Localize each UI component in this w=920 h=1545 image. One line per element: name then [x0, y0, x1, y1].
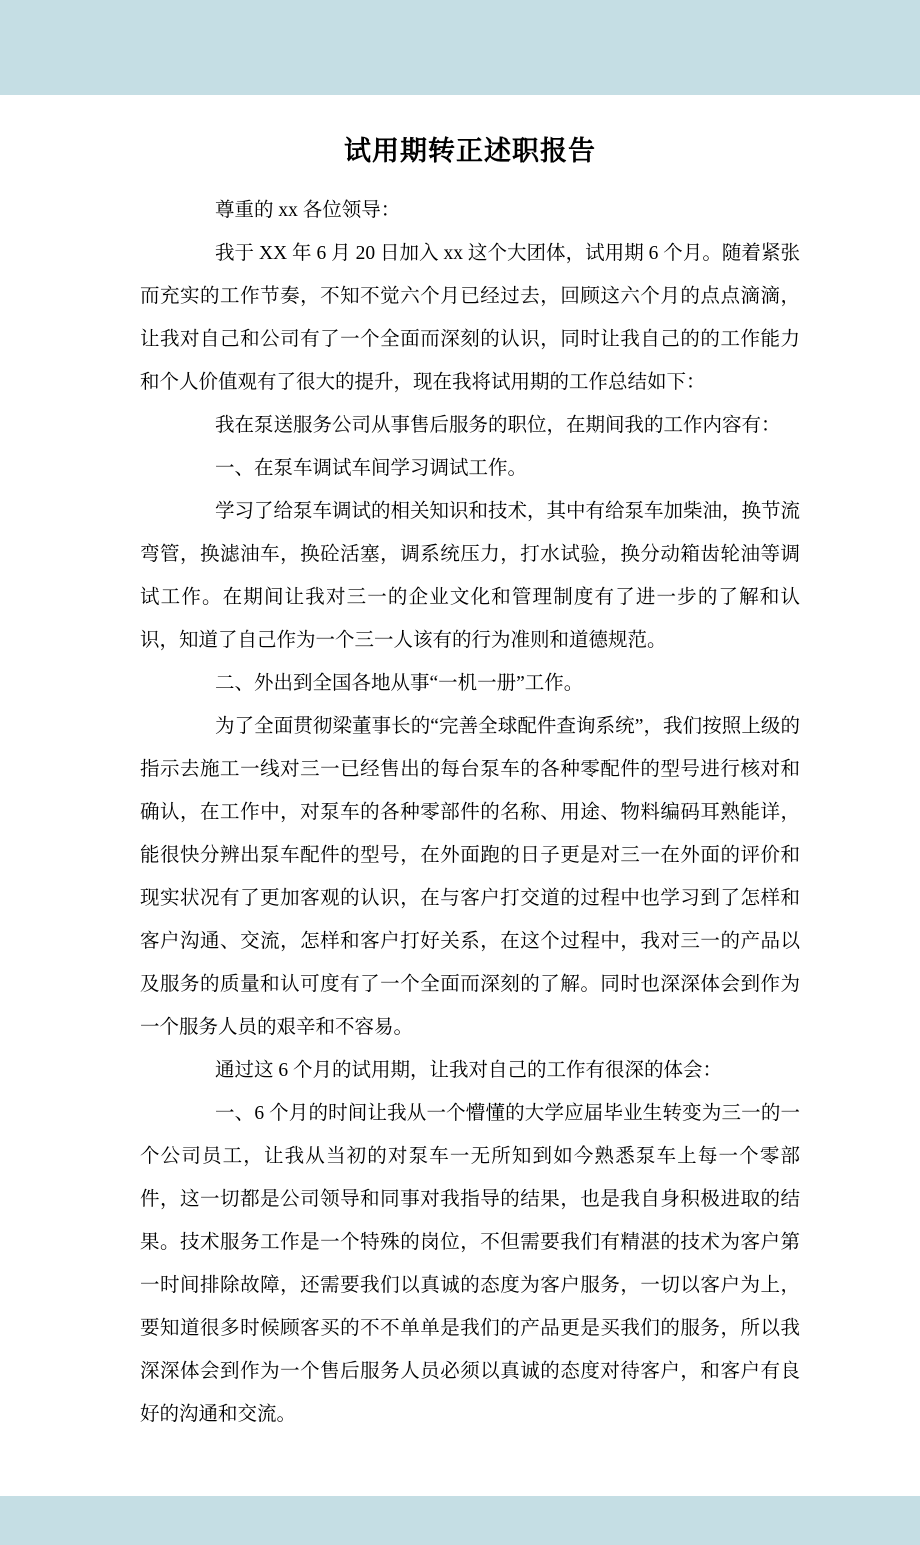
- paragraph-item-two-detail: 为了全面贯彻梁董事长的“完善全球配件查询系统”，我们按照上级的指示去施工一线对三一已经售出的每台泵车的各种零配件的型号进行核对和确认，在工作中，对泵车的各种零部件的名称、用途、物料编码耳熟能详，能很快分辨出泵车配件的型号，在外面跑的日子更是对三一在外面的评价和现实状况有了更加客观的认识，在与客户打交道的过程中也学习到了怎样和客户沟通、交流，怎样和客户打好关系，在这个过程中，我对三一的产品以及服务的质量和认可度有了一个全面而深刻的了解。同时也深深体会到作为一个服务人员的艰辛和不容易。: [140, 715, 800, 1038]
- paragraph-salutation: 尊重的 xx 各位领导：: [215, 199, 401, 221]
- document-title: 试用期转正述职报告: [344, 136, 596, 166]
- paragraph-item-two-heading: 二、外出到全国各地从事“一机一册”工作。: [215, 672, 584, 694]
- paragraph-reflection-one: 一、6 个月的时间让我从一个懵懂的大学应届毕业生转变为三一的一个公司员工，让我从当初的对泵车一无所知到如今熟悉泵车上每一个零部件，这一切都是公司领导和同事对我指导的结果，也是我自身积极进取的结果。技术服务工作是一个特殊的岗位，不但需要我们有精湛的技术为客户第一时间排除故障，还需要我们以真诚的态度为客户服务，一切以客户为上，要知道很多时候顾客买的不不单单是我们的产品更是买我们的服务，所以我深深体会到作为一个售后服务人员必须以真诚的态度对待客户，和客户有良好的沟通和交流。: [140, 1102, 800, 1425]
- paragraph-job-position: 我在泵送服务公司从事售后服务的职位，在期间我的工作内容有：: [215, 414, 781, 436]
- paragraph-intro: 我于 XX 年 6 月 20 日加入 xx 这个大团体，试用期 6 个月。随着紧张而充实的工作节奏，不知不觉六个月已经过去，回顾这六个月的点点滴滴，让我对自己和公司有了一个全面而深刻的认识，同时让我自己的的工作能力和个人价值观有了很大的提升，现在我将试用期的工作总结如下：: [140, 242, 800, 393]
- paragraph-item-one-heading: 一、在泵车调试车间学习调试工作。: [215, 457, 528, 479]
- paragraph-item-one-detail: 学习了给泵车调试的相关知识和技术，其中有给泵车加柴油，换节流弯管，换滤油车，换砼活塞，调系统压力，打水试验，换分动箱齿轮油等调试工作。在期间让我对三一的企业文化和管理制度有了进一步的了解和认识，知道了自己作为一个三一人该有的行为准则和道德规范。: [140, 500, 801, 651]
- document-page: [0, 95, 920, 1496]
- paragraph-summary-lead: 通过这 6 个月的试用期，让我对自己的工作有很深的体会：: [215, 1059, 723, 1081]
